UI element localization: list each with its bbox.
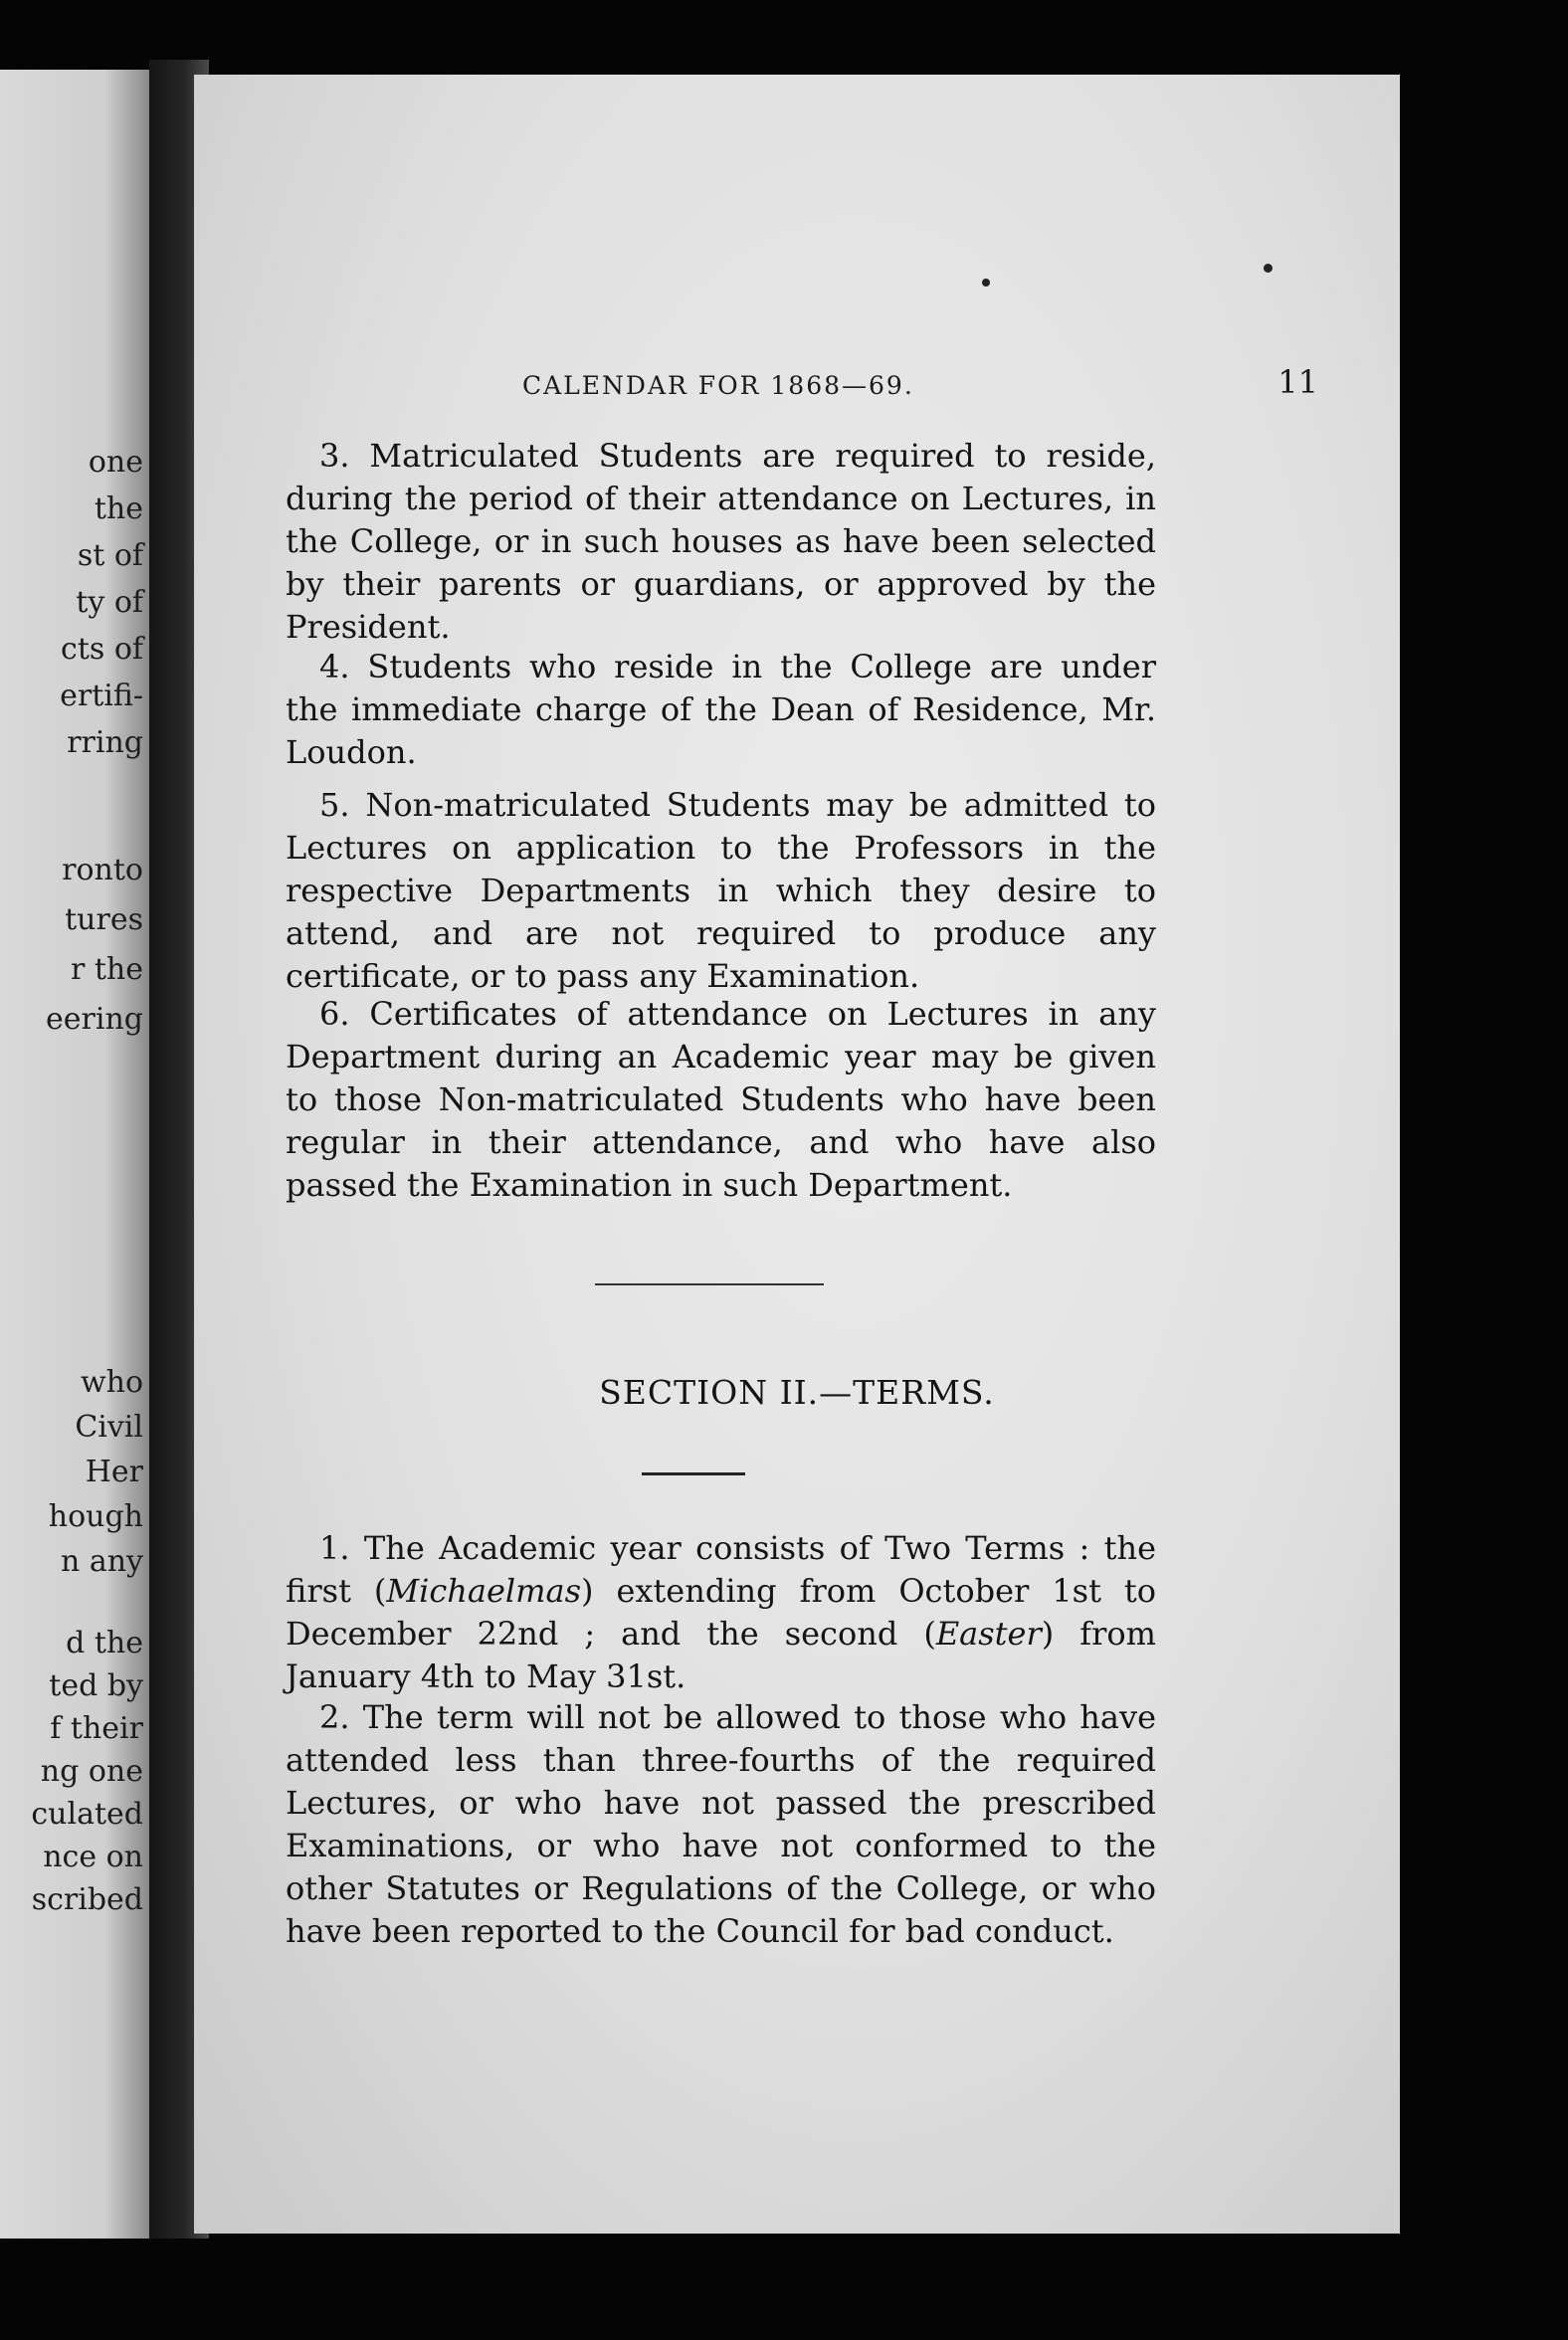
paragraph-certificates: 6. Certificates of attendance on Lectures in any Department during an Academic year may be given to those Non-matriculated Students who have been regular in their attendance, and who have also passed the Examination in such Department. bbox=[286, 995, 1156, 1204]
term-michaelmas: Michaelmas bbox=[386, 1572, 581, 1610]
paragraph-non-matriculated: 5. Non-matriculated Students may be admitted to Lectures on application to the Professors in the respective Departments in which they desire to attend, and are not required to produce any certificate, or to pass any Examination. bbox=[286, 786, 1156, 995]
paragraph-dean: 4. Students who reside in the College are under the immediate charge of the Dean of Residence, Mr. Loudon. bbox=[286, 648, 1156, 771]
left-page-fragment: one bbox=[88, 445, 143, 480]
left-page-fragment: tures bbox=[65, 902, 143, 937]
left-page-fragment: d the bbox=[66, 1626, 143, 1660]
left-page-fragment: ng one bbox=[40, 1754, 143, 1789]
section-divider bbox=[595, 1283, 824, 1285]
paragraph-term-allowance: 2. The term will not be allowed to those who have attended less than three-fourths of the required Lectures, or who have not passed the prescribed Examinations, or who have not conformed to the other Statutes or Regulations of the College, or who have been reported to the Council for bad conduct. bbox=[286, 1698, 1156, 1950]
left-page-fragment: eering bbox=[46, 1002, 143, 1037]
left-page-fragment: ted by bbox=[49, 1668, 143, 1703]
speck bbox=[982, 279, 990, 287]
term-easter: Easter bbox=[935, 1615, 1042, 1653]
left-page-fragment: hough bbox=[48, 1499, 143, 1534]
terms-text: 1. The Academic year consists of Two Terms : the first ( bbox=[286, 1529, 1156, 1610]
book-page bbox=[194, 75, 1400, 2234]
left-page-fragment: cts of bbox=[61, 632, 143, 667]
left-page-fragment: who bbox=[80, 1365, 143, 1400]
speck bbox=[1264, 264, 1273, 273]
left-page-fragment: rring bbox=[67, 725, 143, 760]
left-page-fragment: Her bbox=[85, 1455, 143, 1489]
left-facing-page bbox=[0, 70, 149, 2239]
paragraph-residence: 3. Matriculated Students are required to reside, during the period of their attendance on Lectures, in the College, or in such houses as have been selected by their parents or guardians, or approved by the President. bbox=[286, 437, 1156, 646]
left-page-fragment: r the bbox=[70, 952, 143, 987]
left-page-fragment: st of bbox=[77, 538, 143, 573]
left-page-fragment: Civil bbox=[75, 1410, 143, 1445]
left-page-fragment: ronto bbox=[62, 853, 143, 887]
section-title-rule bbox=[642, 1472, 745, 1475]
running-head bbox=[522, 363, 1318, 403]
terms-text: ) from January 4th to May 31st. bbox=[286, 1615, 1156, 1695]
left-page-fragment: culated bbox=[31, 1797, 143, 1832]
page-number: 11 bbox=[1277, 363, 1318, 401]
left-page-fragment: n any bbox=[60, 1544, 143, 1579]
left-page-fragment: nce on bbox=[43, 1840, 143, 1874]
left-page-fragment: the bbox=[94, 491, 143, 526]
left-page-fragment: f their bbox=[50, 1711, 143, 1746]
running-title: CALENDAR FOR 1868—69. bbox=[522, 371, 914, 400]
left-page-fragment: ty of bbox=[76, 585, 143, 620]
terms-text: ) extending from October 1st to December 22nd ; and the second ( bbox=[286, 1572, 1157, 1653]
section-title: SECTION II.—TERMS. bbox=[599, 1373, 995, 1412]
paragraph-academic-year bbox=[286, 1527, 1156, 1698]
left-page-fragment: ertifi- bbox=[60, 679, 143, 713]
left-page-fragment: scribed bbox=[31, 1882, 143, 1917]
